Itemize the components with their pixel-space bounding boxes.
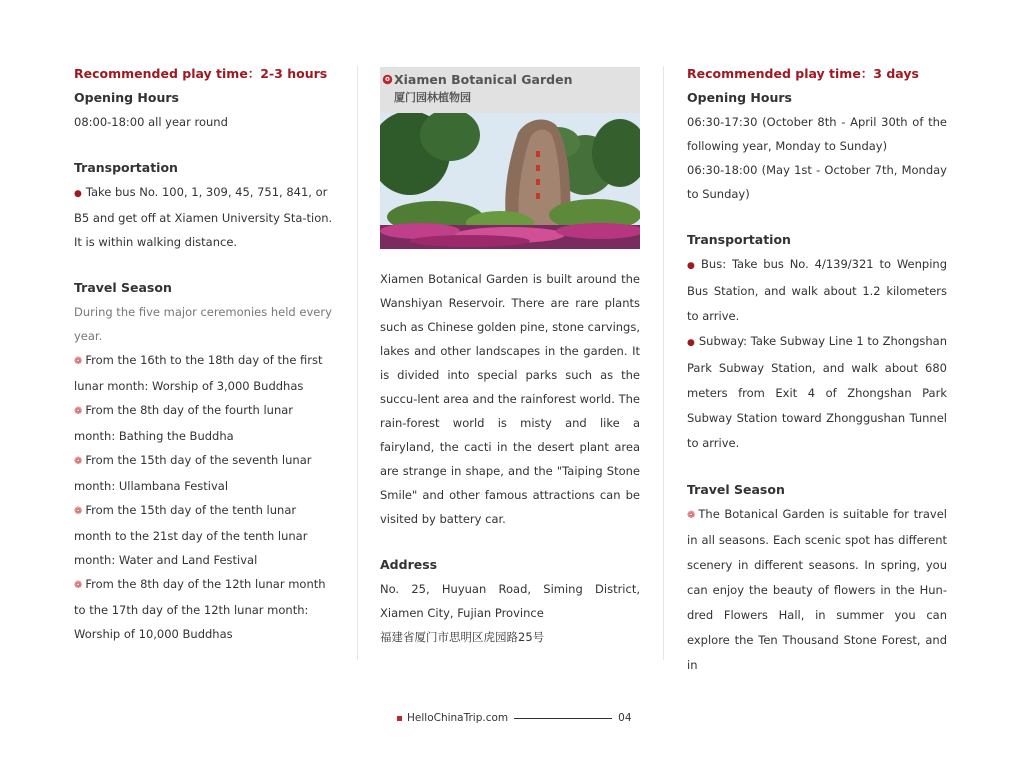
recommended-play-time: Recommended play time：2-3 hours (74, 66, 328, 81)
transport-item: ● Bus: Take bus No. 4/139/321 to Wenping Bus Station, and walk about 1.2 kilometers to arrive. (687, 257, 947, 323)
attraction-card-header (380, 67, 640, 113)
red-flower-bullet-icon: ❁ (74, 406, 83, 417)
page-footer (397, 710, 632, 726)
transportation-heading: Transportation (74, 160, 178, 175)
botanical-garden-photo (380, 113, 640, 249)
opening-hours-heading: Opening Hours (687, 90, 792, 105)
middle-column (380, 67, 640, 649)
opening-hours-heading: Opening Hours (74, 90, 179, 105)
transport-item: ● Take bus No. 100, 1, 309, 45, 751, 841, or B5 and get off at Xiamen University Sta-tion. It is within walking distance. (74, 185, 333, 249)
opening-hours-text: 08:00-18:00 all year round (74, 115, 228, 129)
attraction-description: Xiamen Botanical Garden is built around the Wanshiyan Reservoir. There are rare plants such as Chinese golden pine, stone carvings, lakes and other landscapes in the garden. It is divided into special parks such as the succu-lent area and the rainforest world. The rain-forest world is misty and like a fairyland, the cacti in the desert plant area are strange in shape, and the "Taiping Stone Smile" and other famous attractions can be visited by battery car. (380, 272, 640, 526)
red-flower-bullet-icon: ❁ (74, 506, 83, 517)
travel-season-intro: During the five major ceremonies held every year. (74, 305, 332, 343)
footer-site: HelloChinaTrip.com (407, 712, 509, 724)
travel-season-heading: Travel Season (687, 482, 785, 497)
botanical-garden-photo-illustration (380, 113, 640, 249)
red-flower-bullet-icon: ❁ (74, 580, 83, 591)
red-dot-bullet-icon: ● (74, 189, 82, 199)
season-item: ❁ From the 8th day of the 12th lunar month to the 17th day of the 12th lunar month: Worship of 10,000 Buddhas (74, 577, 326, 641)
transportation-heading: Transportation (687, 232, 791, 247)
opening-hours-line: 06:30-18:00 (May 1st - October 7th, Monday to Sunday) (687, 163, 947, 201)
footer-square-icon (397, 716, 402, 721)
season-item: ❁ From the 16th to the 18th day of the first lunar month: Worship of 3,000 Buddhas (74, 353, 323, 393)
red-flower-bullet-icon: ❁ (687, 510, 696, 521)
red-flower-bullet-icon: ❁ (74, 356, 83, 367)
left-column (74, 62, 336, 646)
column-divider (663, 66, 664, 660)
season-item: ❁ From the 15th day of the seventh lunar month: Ullambana Festival (74, 453, 312, 493)
red-flower-bullet-icon: ❁ (74, 456, 83, 467)
season-item: ❁ From the 8th day of the fourth lunar month: Bathing the Buddha (74, 403, 294, 443)
location-pin-icon (382, 74, 393, 85)
recommended-play-time: Recommended play time：3 days (687, 66, 919, 81)
page-number: 04 (618, 712, 632, 724)
address-english: No. 25, Huyuan Road, Siming District, Xiamen City, Fujian Province (380, 582, 640, 620)
address-heading: Address (380, 557, 438, 572)
column-divider (357, 66, 358, 660)
opening-hours-line: 06:30-17:30 (October 8th - April 30th of the following year, Monday to Sunday) (687, 115, 947, 153)
attraction-title: Xiamen Botanical Garden (394, 72, 573, 87)
travel-season-text: ❁ The Botanical Garden is suitable for travel in all seasons. Each scenic spot has different scenery in different seasons. In spring, you can enjoy the beauty of flowers in the Hun-dred Flowers Hall, in summer you can explore the Ten Thousand Stone Forest, and in (687, 507, 947, 672)
travel-season-heading: Travel Season (74, 280, 172, 295)
address-chinese: 福建省厦门市思明区虎园路25号 (380, 630, 545, 644)
season-item: ❁ From the 15th day of the tenth lunar month to the 21st day of the tenth lunar month: Water and Land Festival (74, 503, 308, 567)
transport-item: ● Subway: Take Subway Line 1 to Zhongshan Park Subway Station, and walk about 680 meters from Exit 4 of Zhongshan Park Subway Station toward Zhonggushan Tunnel to arrive. (687, 334, 947, 450)
right-column (687, 62, 947, 678)
red-dot-bullet-icon: ● (687, 261, 698, 271)
footer-rule (514, 718, 612, 719)
red-dot-bullet-icon: ● (687, 338, 695, 348)
attraction-subtitle: 厦门园林植物园 (394, 91, 471, 104)
